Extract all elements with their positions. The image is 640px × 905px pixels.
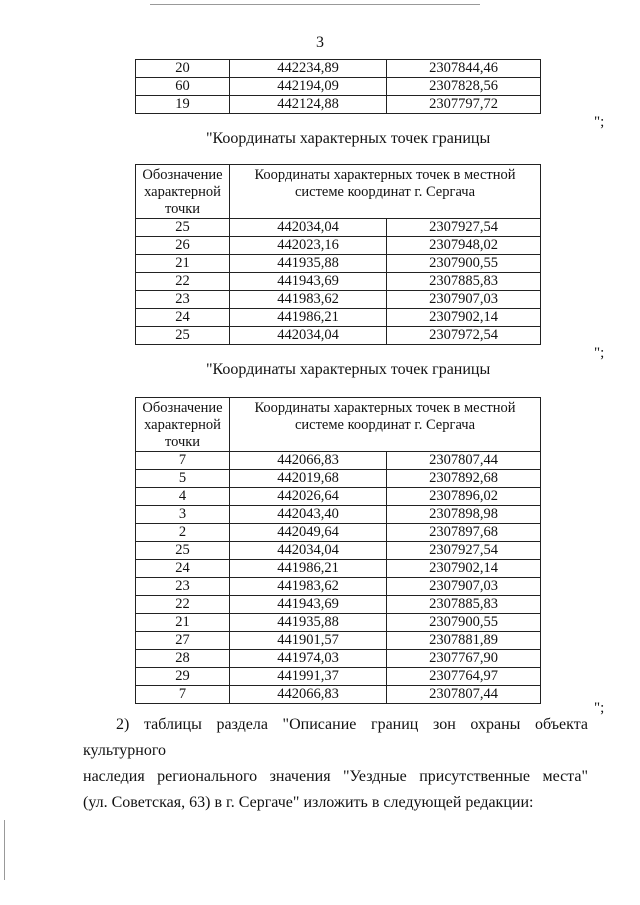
y-coordinate-cell: 2307764,97 (387, 668, 541, 686)
end-mark: "; (594, 114, 605, 130)
y-coordinate-cell: 2307807,44 (387, 452, 541, 470)
table-row (136, 452, 541, 470)
x-coordinate-cell: 442049,64 (230, 524, 387, 542)
table-row (136, 560, 541, 578)
point-number-cell: 2 (136, 524, 230, 542)
table-row (136, 524, 541, 542)
point-number-cell: 23 (136, 578, 230, 596)
y-coordinate-cell: 2307900,55 (387, 255, 541, 273)
table-row (136, 96, 541, 114)
table-row (136, 219, 541, 237)
y-coordinate-cell: 2307948,02 (387, 237, 541, 255)
table-row (136, 470, 541, 488)
x-coordinate-cell: 442066,83 (230, 686, 387, 704)
point-number-cell: 7 (136, 452, 230, 470)
x-coordinate-cell: 442066,83 (230, 452, 387, 470)
point-number-cell: 21 (136, 255, 230, 273)
table-body (136, 219, 541, 345)
point-number-cell: 26 (136, 237, 230, 255)
scan-mark-left (4, 820, 5, 880)
coordinates-table-continued (135, 59, 541, 114)
table-row (136, 668, 541, 686)
y-coordinate-cell: 2307897,68 (387, 524, 541, 542)
point-number-cell: 20 (136, 60, 230, 78)
section-heading: "Координаты характерных точек границы (206, 130, 491, 147)
y-coordinate-cell: 2307844,46 (387, 60, 541, 78)
table-row (136, 578, 541, 596)
y-coordinate-cell: 2307828,56 (387, 78, 541, 96)
y-coordinate-cell: 2307907,03 (387, 578, 541, 596)
x-coordinate-cell: 442034,04 (230, 327, 387, 345)
scan-mark-top (150, 4, 480, 5)
x-coordinate-cell: 441935,88 (230, 614, 387, 632)
header-coordinates: Координаты характерных точек в местной системе координат г. Сергача (230, 398, 541, 452)
y-coordinate-cell: 2307907,03 (387, 291, 541, 309)
header-point-designation: Обозначение характерной точки (136, 165, 230, 219)
point-number-cell: 22 (136, 273, 230, 291)
table-row (136, 291, 541, 309)
point-number-cell: 22 (136, 596, 230, 614)
table-row (136, 273, 541, 291)
table-row (136, 60, 541, 78)
table-row (136, 506, 541, 524)
amendment-paragraph (83, 712, 588, 816)
page-number: 3 (316, 34, 324, 51)
y-coordinate-cell: 2307892,68 (387, 470, 541, 488)
header-point-designation: Обозначение характерной точки (136, 398, 230, 452)
y-coordinate-cell: 2307767,90 (387, 650, 541, 668)
y-coordinate-cell: 2307927,54 (387, 219, 541, 237)
y-coordinate-cell: 2307881,89 (387, 632, 541, 650)
point-number-cell: 24 (136, 309, 230, 327)
x-coordinate-cell: 441943,69 (230, 273, 387, 291)
point-number-cell: 60 (136, 78, 230, 96)
point-number-cell: 25 (136, 327, 230, 345)
x-coordinate-cell: 441986,21 (230, 309, 387, 327)
table-row (136, 237, 541, 255)
point-number-cell: 5 (136, 470, 230, 488)
y-coordinate-cell: 2307900,55 (387, 614, 541, 632)
point-number-cell: 3 (136, 506, 230, 524)
point-number-cell: 25 (136, 542, 230, 560)
table-row (136, 614, 541, 632)
x-coordinate-cell: 441943,69 (230, 596, 387, 614)
table-body (136, 452, 541, 704)
table-row (136, 542, 541, 560)
x-coordinate-cell: 441974,03 (230, 650, 387, 668)
x-coordinate-cell: 442023,16 (230, 237, 387, 255)
x-coordinate-cell: 441983,62 (230, 291, 387, 309)
y-coordinate-cell: 2307902,14 (387, 309, 541, 327)
point-number-cell: 24 (136, 560, 230, 578)
point-number-cell: 19 (136, 96, 230, 114)
x-coordinate-cell: 442043,40 (230, 506, 387, 524)
y-coordinate-cell: 2307896,02 (387, 488, 541, 506)
table-header-row (136, 398, 541, 452)
coordinates-table (135, 397, 541, 704)
x-coordinate-cell: 442034,04 (230, 542, 387, 560)
y-coordinate-cell: 2307885,83 (387, 596, 541, 614)
coordinates-table (135, 164, 541, 345)
x-coordinate-cell: 441991,37 (230, 668, 387, 686)
y-coordinate-cell: 2307885,83 (387, 273, 541, 291)
y-coordinate-cell: 2307898,98 (387, 506, 541, 524)
x-coordinate-cell: 442034,04 (230, 219, 387, 237)
x-coordinate-cell: 442234,89 (230, 60, 387, 78)
y-coordinate-cell: 2307797,72 (387, 96, 541, 114)
x-coordinate-cell: 442019,68 (230, 470, 387, 488)
point-number-cell: 4 (136, 488, 230, 506)
point-number-cell: 21 (136, 614, 230, 632)
x-coordinate-cell: 441986,21 (230, 560, 387, 578)
x-coordinate-cell: 441901,57 (230, 632, 387, 650)
table-row (136, 78, 541, 96)
point-number-cell: 29 (136, 668, 230, 686)
point-number-cell: 7 (136, 686, 230, 704)
paragraph-line: наследия регионального значения "Уездные присутственные места" (83, 768, 588, 785)
end-mark: "; (594, 700, 605, 716)
x-coordinate-cell: 441983,62 (230, 578, 387, 596)
y-coordinate-cell: 2307927,54 (387, 542, 541, 560)
table-row (136, 309, 541, 327)
table-row (136, 650, 541, 668)
table-row (136, 327, 541, 345)
section-heading: "Координаты характерных точек границы (206, 361, 491, 378)
paragraph-line: (ул. Советская, 63) в г. Сергаче" изложить в следующей редакции: (83, 794, 534, 811)
y-coordinate-cell: 2307972,54 (387, 327, 541, 345)
x-coordinate-cell: 442194,09 (230, 78, 387, 96)
point-number-cell: 23 (136, 291, 230, 309)
y-coordinate-cell: 2307807,44 (387, 686, 541, 704)
table-row (136, 686, 541, 704)
header-coordinates: Координаты характерных точек в местной системе координат г. Сергача (230, 165, 541, 219)
end-mark: "; (594, 345, 605, 361)
x-coordinate-cell: 442124,88 (230, 96, 387, 114)
table-header-row (136, 165, 541, 219)
table-row (136, 488, 541, 506)
table-row (136, 255, 541, 273)
table-body (136, 60, 541, 114)
x-coordinate-cell: 441935,88 (230, 255, 387, 273)
paragraph-line: 2) таблицы раздела "Описание границ зон охраны объекта культурного (83, 716, 588, 759)
point-number-cell: 25 (136, 219, 230, 237)
x-coordinate-cell: 442026,64 (230, 488, 387, 506)
table-row (136, 632, 541, 650)
point-number-cell: 27 (136, 632, 230, 650)
table-row (136, 596, 541, 614)
point-number-cell: 28 (136, 650, 230, 668)
y-coordinate-cell: 2307902,14 (387, 560, 541, 578)
